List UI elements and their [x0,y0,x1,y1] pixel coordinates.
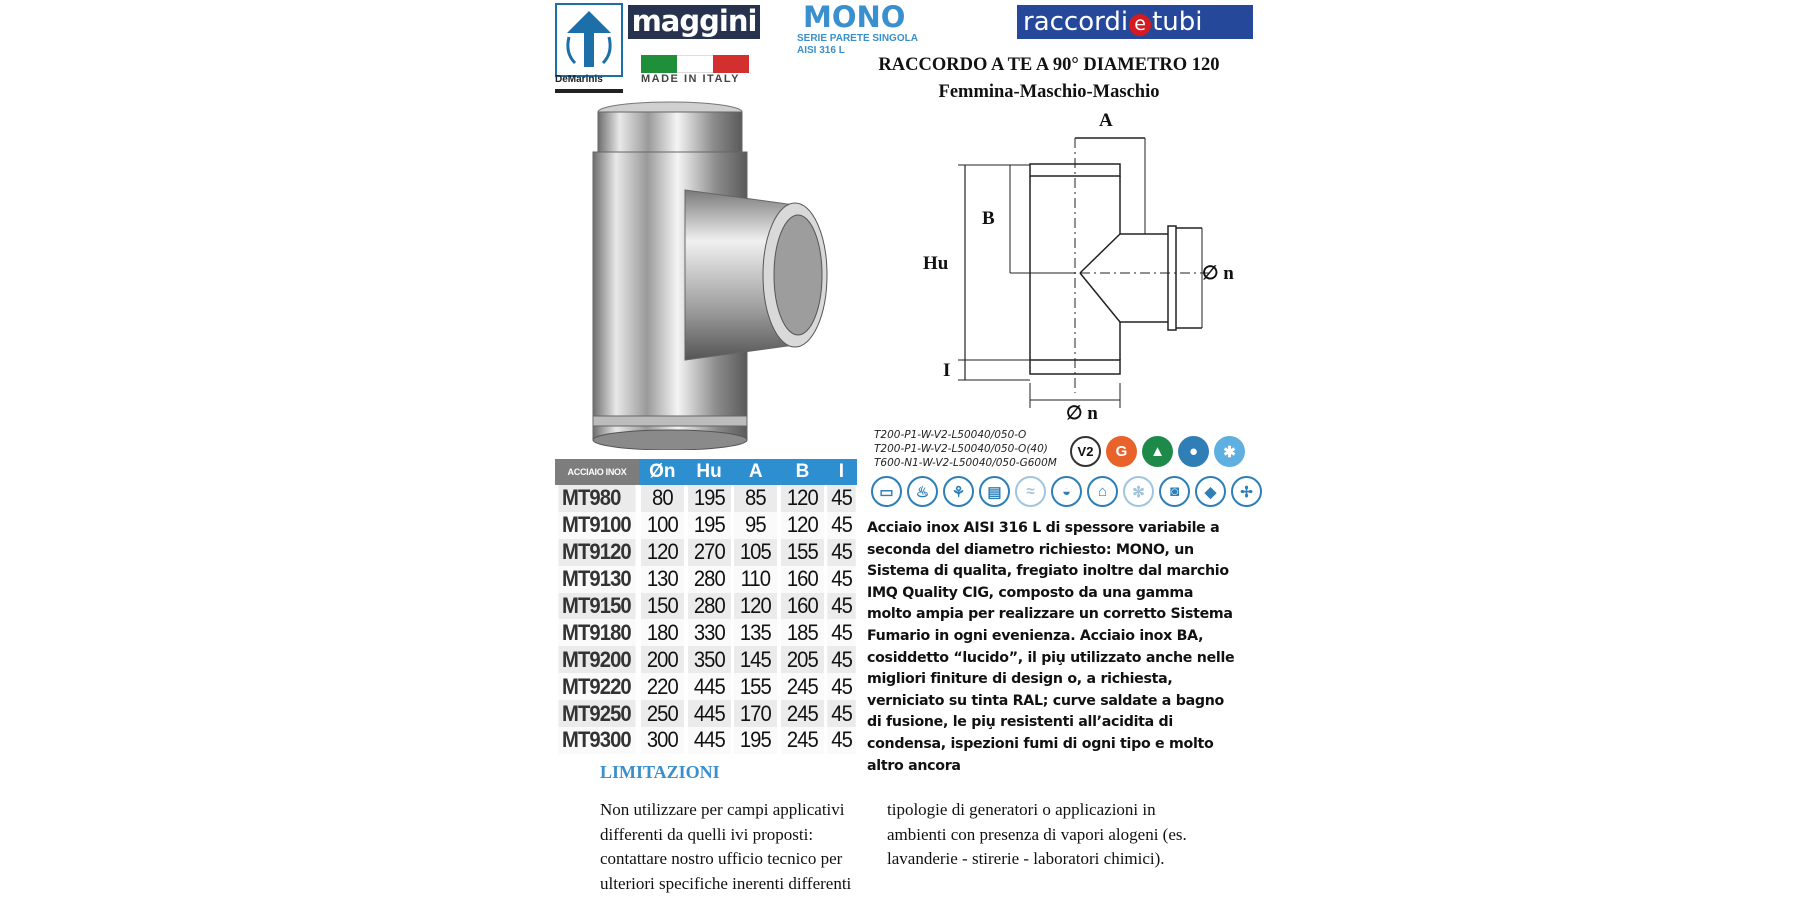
dimension-cell: 95 [734,512,777,539]
dimension-cell: 445 [688,673,731,700]
dimension-cell: 45 [827,646,856,673]
dim-label-a: A [1099,110,1113,131]
table-row [555,700,857,727]
table-row [555,485,857,512]
dimension-cell: 45 [827,593,856,620]
table-header: B [779,459,826,485]
dim-label-b: B [982,208,995,229]
product-code-cell: MT9300 [558,727,635,754]
table-header: Øn [639,459,686,485]
dimension-cell: 195 [734,727,777,754]
snowflake-icon: ✱ [1214,436,1245,467]
dimension-cell: 45 [827,485,856,512]
dimension-cell: 110 [734,566,777,593]
dimension-cell: 130 [641,566,684,593]
dim-label-diameter-bottom: ∅ n [1066,403,1098,424]
maggini-logo: maggini [628,5,760,39]
dimension-cell: 205 [781,646,824,673]
dimension-cell: 155 [781,539,824,566]
table-row [555,673,857,700]
dimension-cell: 195 [688,485,731,512]
series-subtitle [797,33,918,57]
italy-flag [641,55,749,73]
dimension-cell: 330 [688,619,731,646]
limitations-text-col2: tipologie di generatori o applicazioni in ambienti con presenza di vapori alogeni (es. lavanderie - stirerie - laboratori chimici). [887,800,1187,868]
frost-icon: ✻ [1123,476,1154,507]
dimension-cell: 245 [781,700,824,727]
heat-icon: ≈ [1015,476,1046,507]
dimension-cell: 45 [827,700,856,727]
demarinis-label: DeMarinis [555,74,603,85]
product-code-cell: MT9250 [558,700,635,727]
flame-icon: ⚘ [943,476,974,507]
icons-row-top [1070,436,1245,467]
dimension-cell: 45 [827,512,856,539]
mountain-icon: ▲ [1142,436,1173,467]
table-row [555,727,857,754]
dimension-cell: 45 [827,566,856,593]
table-header: I [826,459,857,485]
stove-icon: ▤ [979,476,1010,507]
dimension-cell: 250 [641,700,684,727]
oven-icon: ◙ [1159,476,1190,507]
water-drop-icon: ● [1178,436,1209,467]
dimension-cell: 80 [641,485,684,512]
table-row [555,539,857,566]
technical-drawing [910,108,1250,428]
dimension-cell: 160 [781,593,824,620]
raccordi-logo-part1: raccordi [1023,7,1129,37]
page-title: RACCORDO A TE A 90° DIAMETRO 120 [878,55,1220,75]
dimension-cell: 135 [734,619,777,646]
limitations-text-col1: Non utilizzare per campi applicativi differenti da quelli ivi proposti: contattare nostro ufficio tecnico per ulteriori specifiche inerenti differenti [600,800,852,893]
certification-codes [874,428,1057,470]
dimension-cell: 280 [688,566,731,593]
house-icon: ⌂ [1087,476,1118,507]
dimension-cell: 150 [641,593,684,620]
dimension-cell: 180 [641,619,684,646]
dim-label-hu: Hu [923,253,949,274]
raccordi-e-tubi-logo [1017,5,1253,39]
table-header: A [732,459,779,485]
raccordi-logo-part2: tubi [1152,7,1203,37]
dim-label-diameter-side: ∅ n [1202,263,1234,284]
dimension-cell: 195 [688,512,731,539]
drop-icon: ◆ [1195,476,1226,507]
product-code-cell: MT9180 [558,619,635,646]
dimension-cell: 245 [781,673,824,700]
dimension-cell: 120 [781,512,824,539]
table-header: Hu [686,459,733,485]
dimension-cell: 280 [688,593,731,620]
table-row [555,512,857,539]
table-header-row [555,459,857,485]
dimension-cell: 45 [827,539,856,566]
series-title: MONO [803,0,906,34]
table-row [555,566,857,593]
dimension-cell: 45 [827,619,856,646]
dimension-cell: 300 [641,727,684,754]
product-code-cell: MT9130 [558,566,635,593]
dimension-cell: 105 [734,539,777,566]
product-code-cell: MT9150 [558,593,635,620]
dimension-cell: 220 [641,673,684,700]
dimension-cell: 200 [641,646,684,673]
dimension-table [555,459,857,754]
table-row [555,593,857,620]
dimension-cell: 120 [734,593,777,620]
series-subtitle-line1: SERIE PARETE SINGOLA [797,33,918,44]
product-code-cell: MT9200 [558,646,635,673]
raccordi-logo-e: e [1129,14,1151,36]
dim-label-i: I [943,360,951,381]
product-code-cell: MT9220 [558,673,635,700]
table-row [555,619,857,646]
icons-row-bottom [871,476,1262,507]
pot-icon: ◒ [1051,476,1082,507]
product-code-cell: MT9100 [558,512,635,539]
table-row [555,646,857,673]
product-description: Acciaio inox AISI 316 L di spessore variabile a seconda del diametro richiesto: MONO, un Sistema di qualita, fregiato inoltre dal marchio IMQ Quality CIG, composto da una gamma molto ampia per realizzare un corretto Sistema Fumario in ogni evenienza. Acciaio inox BA, cosiddetto “lucido”, il piu̧ utilizzato anche nelle migliori finiture di design o, a richiesta, verniciato su tinta RAL; curve saldate a bagno di fusione, le piu̧ resistenti all’acidita di condensa, ispezioni fumi di ogni tipo e molto altro ancora [867,520,1235,774]
dimension-cell: 85 [734,485,777,512]
series-subtitle-line2: AISI 316 L [797,45,845,56]
dimension-cell: 350 [688,646,731,673]
dimension-cell: 120 [641,539,684,566]
product-code-cell: MT9120 [558,539,635,566]
product-photo [575,100,855,450]
dimension-cell: 245 [781,727,824,754]
dimension-cell: 155 [734,673,777,700]
dimension-cell: 145 [734,646,777,673]
boiler-icon: ▭ [871,476,902,507]
cert-code: T200-P1-W-V2-L50040/050-O [874,429,1027,441]
dimension-cell: 445 [688,727,731,754]
dimension-cell: 170 [734,700,777,727]
dimension-cell: 120 [781,485,824,512]
limitations-title: LIMITAZIONI [600,762,720,782]
flame-icon: ♨ [907,476,938,507]
page-subtitle: Femmina-Maschio-Maschio [938,82,1160,102]
dimension-cell: 45 [827,673,856,700]
product-code-cell: MT980 [558,485,635,512]
v2-icon: V2 [1070,436,1101,467]
dimension-cell: 100 [641,512,684,539]
g-icon: G [1106,436,1137,467]
dimension-cell: 445 [688,700,731,727]
dimension-cell: 160 [781,566,824,593]
table-header: ACCIAIO INOX [555,459,639,485]
fan-icon: ✢ [1231,476,1262,507]
dimension-cell: 270 [688,539,731,566]
made-in-italy-label: MADE IN ITALY [641,73,740,85]
cert-code: T200-P1-W-V2-L50040/050-O(40) [874,443,1048,455]
dimension-cell: 185 [781,619,824,646]
dimension-cell: 45 [827,727,856,754]
cert-code: T600-N1-W-V2-L50040/050-G600M [874,457,1057,469]
